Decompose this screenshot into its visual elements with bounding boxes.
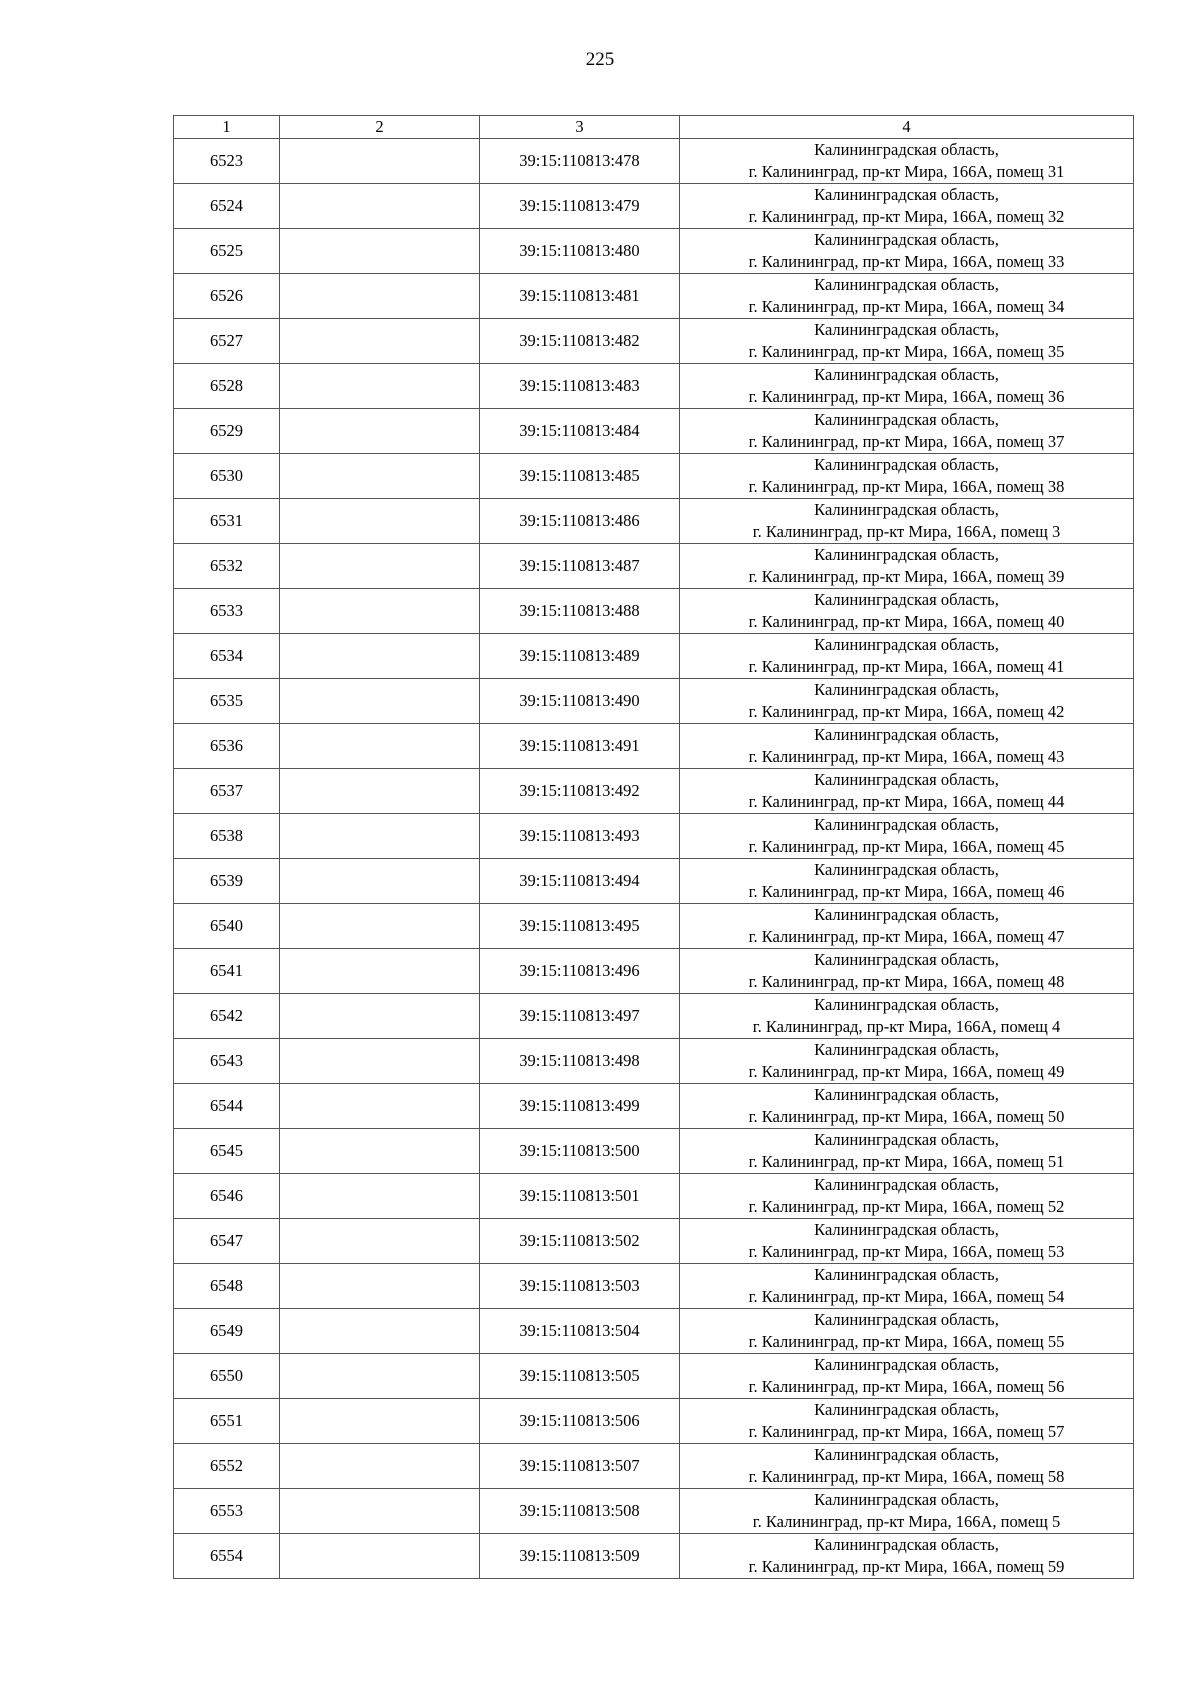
header-col-3: 3 bbox=[480, 116, 680, 139]
address-cell bbox=[680, 274, 1134, 319]
cadastral-number-cell: 39:15:110813:490 bbox=[480, 679, 680, 724]
empty-cell bbox=[280, 1174, 480, 1219]
table-row bbox=[174, 769, 1134, 814]
table-row bbox=[174, 724, 1134, 769]
table-row bbox=[174, 274, 1134, 319]
address-cell bbox=[680, 1264, 1134, 1309]
cadastral-number-cell: 39:15:110813:482 bbox=[480, 319, 680, 364]
address-region: Калининградская область, bbox=[814, 1130, 999, 1149]
row-number-cell: 6534 bbox=[174, 634, 280, 679]
table-row bbox=[174, 184, 1134, 229]
table-body bbox=[174, 139, 1134, 1579]
row-number-cell: 6535 bbox=[174, 679, 280, 724]
cadastral-number-cell: 39:15:110813:489 bbox=[480, 634, 680, 679]
cadastral-number-cell: 39:15:110813:488 bbox=[480, 589, 680, 634]
address-street: г. Калининград, пр-кт Мира, 166А, помещ 48 bbox=[748, 972, 1065, 991]
row-number-cell: 6545 bbox=[174, 1129, 280, 1174]
cadastral-number-cell: 39:15:110813:508 bbox=[480, 1489, 680, 1534]
empty-cell bbox=[280, 904, 480, 949]
empty-cell bbox=[280, 409, 480, 454]
row-number-cell: 6525 bbox=[174, 229, 280, 274]
address-street: г. Калининград, пр-кт Мира, 166А, помещ 53 bbox=[748, 1242, 1065, 1261]
address-region: Калининградская область, bbox=[814, 1175, 999, 1194]
row-number-cell: 6541 bbox=[174, 949, 280, 994]
table-row bbox=[174, 814, 1134, 859]
address-cell bbox=[680, 1039, 1134, 1084]
table-header bbox=[174, 116, 1134, 139]
address-region: Калининградская область, bbox=[814, 995, 999, 1014]
address-region: Калининградская область, bbox=[814, 1535, 999, 1554]
cadastral-number-cell: 39:15:110813:494 bbox=[480, 859, 680, 904]
address-street: г. Калининград, пр-кт Мира, 166А, помещ 5 bbox=[752, 1512, 1061, 1531]
address-street: г. Калининград, пр-кт Мира, 166А, помещ 59 bbox=[748, 1557, 1065, 1576]
empty-cell bbox=[280, 994, 480, 1039]
address-region: Калининградская область, bbox=[814, 590, 999, 609]
address-cell bbox=[680, 499, 1134, 544]
table-row bbox=[174, 1219, 1134, 1264]
empty-cell bbox=[280, 634, 480, 679]
cadastral-number-cell: 39:15:110813:487 bbox=[480, 544, 680, 589]
table-row bbox=[174, 1039, 1134, 1084]
address-cell bbox=[680, 994, 1134, 1039]
address-cell bbox=[680, 544, 1134, 589]
table-row bbox=[174, 499, 1134, 544]
row-number-cell: 6539 bbox=[174, 859, 280, 904]
table-row bbox=[174, 1084, 1134, 1129]
cadastral-number-cell: 39:15:110813:479 bbox=[480, 184, 680, 229]
row-number-cell: 6530 bbox=[174, 454, 280, 499]
table-row bbox=[174, 634, 1134, 679]
table-row bbox=[174, 994, 1134, 1039]
address-street: г. Калининград, пр-кт Мира, 166А, помещ 39 bbox=[748, 567, 1065, 586]
row-number-cell: 6524 bbox=[174, 184, 280, 229]
empty-cell bbox=[280, 1534, 480, 1579]
table-row bbox=[174, 364, 1134, 409]
row-number-cell: 6553 bbox=[174, 1489, 280, 1534]
empty-cell bbox=[280, 679, 480, 724]
address-cell bbox=[680, 1489, 1134, 1534]
cadastral-number-cell: 39:15:110813:500 bbox=[480, 1129, 680, 1174]
address-street: г. Калининград, пр-кт Мира, 166А, помещ 4 bbox=[752, 1017, 1061, 1036]
address-street: г. Калининград, пр-кт Мира, 166А, помещ 41 bbox=[748, 657, 1065, 676]
empty-cell bbox=[280, 499, 480, 544]
cadastral-number-cell: 39:15:110813:478 bbox=[480, 139, 680, 184]
address-street: г. Калининград, пр-кт Мира, 166А, помещ 31 bbox=[748, 162, 1065, 181]
address-region: Калининградская область, bbox=[814, 320, 999, 339]
address-cell bbox=[680, 589, 1134, 634]
row-number-cell: 6532 bbox=[174, 544, 280, 589]
row-number-cell: 6537 bbox=[174, 769, 280, 814]
address-cell bbox=[680, 409, 1134, 454]
empty-cell bbox=[280, 859, 480, 904]
cadastral-number-cell: 39:15:110813:492 bbox=[480, 769, 680, 814]
address-region: Калининградская область, bbox=[814, 635, 999, 654]
property-registry-table bbox=[173, 115, 1134, 1579]
empty-cell bbox=[280, 364, 480, 409]
empty-cell bbox=[280, 814, 480, 859]
row-number-cell: 6547 bbox=[174, 1219, 280, 1264]
address-street: г. Калининград, пр-кт Мира, 166А, помещ 58 bbox=[748, 1467, 1065, 1486]
row-number-cell: 6527 bbox=[174, 319, 280, 364]
address-region: Калининградская область, bbox=[814, 545, 999, 564]
address-street: г. Калининград, пр-кт Мира, 166А, помещ 49 bbox=[748, 1062, 1065, 1081]
address-region: Калининградская область, bbox=[814, 1490, 999, 1509]
row-number-cell: 6538 bbox=[174, 814, 280, 859]
address-cell bbox=[680, 454, 1134, 499]
table-row bbox=[174, 589, 1134, 634]
address-street: г. Калининград, пр-кт Мира, 166А, помещ 42 bbox=[748, 702, 1065, 721]
cadastral-number-cell: 39:15:110813:484 bbox=[480, 409, 680, 454]
header-col-1: 1 bbox=[174, 116, 280, 139]
address-region: Калининградская область, bbox=[814, 185, 999, 204]
row-number-cell: 6554 bbox=[174, 1534, 280, 1579]
cadastral-number-cell: 39:15:110813:493 bbox=[480, 814, 680, 859]
address-cell bbox=[680, 1219, 1134, 1264]
row-number-cell: 6552 bbox=[174, 1444, 280, 1489]
address-region: Калининградская область, bbox=[814, 455, 999, 474]
address-street: г. Калининград, пр-кт Мира, 166А, помещ 46 bbox=[748, 882, 1065, 901]
address-cell bbox=[680, 139, 1134, 184]
address-street: г. Калининград, пр-кт Мира, 166А, помещ 55 bbox=[748, 1332, 1065, 1351]
address-region: Калининградская область, bbox=[814, 1265, 999, 1284]
table-row bbox=[174, 1129, 1134, 1174]
address-region: Калининградская область, bbox=[814, 905, 999, 924]
address-street: г. Калининград, пр-кт Мира, 166А, помещ 37 bbox=[748, 432, 1065, 451]
table-row bbox=[174, 1264, 1134, 1309]
address-cell bbox=[680, 1354, 1134, 1399]
address-region: Калининградская область, bbox=[814, 860, 999, 879]
address-region: Калининградская область, bbox=[814, 1355, 999, 1374]
table-row bbox=[174, 1354, 1134, 1399]
empty-cell bbox=[280, 1264, 480, 1309]
address-region: Калининградская область, bbox=[814, 1220, 999, 1239]
cadastral-number-cell: 39:15:110813:491 bbox=[480, 724, 680, 769]
row-number-cell: 6544 bbox=[174, 1084, 280, 1129]
empty-cell bbox=[280, 274, 480, 319]
empty-cell bbox=[280, 1129, 480, 1174]
address-region: Калининградская область, bbox=[814, 1310, 999, 1329]
address-street: г. Калининград, пр-кт Мира, 166А, помещ 32 bbox=[748, 207, 1065, 226]
address-cell bbox=[680, 1084, 1134, 1129]
table-row bbox=[174, 679, 1134, 724]
address-cell bbox=[680, 1309, 1134, 1354]
empty-cell bbox=[280, 544, 480, 589]
cadastral-number-cell: 39:15:110813:495 bbox=[480, 904, 680, 949]
row-number-cell: 6550 bbox=[174, 1354, 280, 1399]
address-cell bbox=[680, 679, 1134, 724]
empty-cell bbox=[280, 1399, 480, 1444]
cadastral-number-cell: 39:15:110813:497 bbox=[480, 994, 680, 1039]
empty-cell bbox=[280, 1354, 480, 1399]
address-street: г. Калининград, пр-кт Мира, 166А, помещ 34 bbox=[748, 297, 1065, 316]
address-region: Калининградская область, bbox=[814, 1445, 999, 1464]
address-region: Калининградская область, bbox=[814, 815, 999, 834]
row-number-cell: 6529 bbox=[174, 409, 280, 454]
address-cell bbox=[680, 814, 1134, 859]
table-row bbox=[174, 1444, 1134, 1489]
address-street: г. Калининград, пр-кт Мира, 166А, помещ 44 bbox=[748, 792, 1065, 811]
address-region: Калининградская область, bbox=[814, 1085, 999, 1104]
address-cell bbox=[680, 1399, 1134, 1444]
row-number-cell: 6549 bbox=[174, 1309, 280, 1354]
row-number-cell: 6528 bbox=[174, 364, 280, 409]
row-number-cell: 6548 bbox=[174, 1264, 280, 1309]
empty-cell bbox=[280, 454, 480, 499]
empty-cell bbox=[280, 229, 480, 274]
address-street: г. Калининград, пр-кт Мира, 166А, помещ 54 bbox=[748, 1287, 1065, 1306]
empty-cell bbox=[280, 724, 480, 769]
row-number-cell: 6533 bbox=[174, 589, 280, 634]
empty-cell bbox=[280, 184, 480, 229]
address-cell bbox=[680, 229, 1134, 274]
address-cell bbox=[680, 769, 1134, 814]
cadastral-number-cell: 39:15:110813:506 bbox=[480, 1399, 680, 1444]
address-cell bbox=[680, 1129, 1134, 1174]
address-cell bbox=[680, 634, 1134, 679]
empty-cell bbox=[280, 1489, 480, 1534]
table-row bbox=[174, 139, 1134, 184]
address-street: г. Калининград, пр-кт Мира, 166А, помещ 47 bbox=[748, 927, 1065, 946]
cadastral-number-cell: 39:15:110813:502 bbox=[480, 1219, 680, 1264]
row-number-cell: 6536 bbox=[174, 724, 280, 769]
address-street: г. Калининград, пр-кт Мира, 166А, помещ 35 bbox=[748, 342, 1065, 361]
address-region: Калининградская область, bbox=[814, 275, 999, 294]
address-region: Калининградская область, bbox=[814, 230, 999, 249]
address-cell bbox=[680, 724, 1134, 769]
address-region: Калининградская область, bbox=[814, 950, 999, 969]
empty-cell bbox=[280, 1084, 480, 1129]
empty-cell bbox=[280, 1444, 480, 1489]
address-cell bbox=[680, 1534, 1134, 1579]
empty-cell bbox=[280, 1219, 480, 1264]
page-number: 225 bbox=[585, 49, 615, 70]
address-cell bbox=[680, 364, 1134, 409]
address-region: Калининградская область, bbox=[814, 410, 999, 429]
row-number-cell: 6551 bbox=[174, 1399, 280, 1444]
cadastral-number-cell: 39:15:110813:505 bbox=[480, 1354, 680, 1399]
row-number-cell: 6526 bbox=[174, 274, 280, 319]
row-number-cell: 6543 bbox=[174, 1039, 280, 1084]
address-region: Калининградская область, bbox=[814, 1400, 999, 1419]
address-cell bbox=[680, 859, 1134, 904]
empty-cell bbox=[280, 769, 480, 814]
address-cell bbox=[680, 1444, 1134, 1489]
table-row bbox=[174, 409, 1134, 454]
row-number-cell: 6546 bbox=[174, 1174, 280, 1219]
address-street: г. Калининград, пр-кт Мира, 166А, помещ 45 bbox=[748, 837, 1065, 856]
address-street: г. Калининград, пр-кт Мира, 166А, помещ 51 bbox=[748, 1152, 1065, 1171]
row-number-cell: 6540 bbox=[174, 904, 280, 949]
cadastral-number-cell: 39:15:110813:509 bbox=[480, 1534, 680, 1579]
table-row bbox=[174, 229, 1134, 274]
address-street: г. Калининград, пр-кт Мира, 166А, помещ 56 bbox=[748, 1377, 1065, 1396]
cadastral-number-cell: 39:15:110813:499 bbox=[480, 1084, 680, 1129]
cadastral-number-cell: 39:15:110813:481 bbox=[480, 274, 680, 319]
table-row bbox=[174, 949, 1134, 994]
address-street: г. Калининград, пр-кт Мира, 166А, помещ 50 bbox=[748, 1107, 1065, 1126]
table-row bbox=[174, 454, 1134, 499]
address-street: г. Калининград, пр-кт Мира, 166А, помещ 33 bbox=[748, 252, 1065, 271]
cadastral-number-cell: 39:15:110813:480 bbox=[480, 229, 680, 274]
address-cell bbox=[680, 904, 1134, 949]
address-region: Калининградская область, bbox=[814, 680, 999, 699]
address-region: Калининградская область, bbox=[814, 1040, 999, 1059]
empty-cell bbox=[280, 139, 480, 184]
row-number-cell: 6523 bbox=[174, 139, 280, 184]
address-cell bbox=[680, 1174, 1134, 1219]
table-row bbox=[174, 859, 1134, 904]
address-region: Калининградская область, bbox=[814, 770, 999, 789]
address-street: г. Калининград, пр-кт Мира, 166А, помещ 38 bbox=[748, 477, 1065, 496]
address-street: г. Калининград, пр-кт Мира, 166А, помещ 36 bbox=[748, 387, 1065, 406]
header-col-2: 2 bbox=[280, 116, 480, 139]
header-col-4: 4 bbox=[680, 116, 1134, 139]
table-row bbox=[174, 319, 1134, 364]
address-street: г. Калининград, пр-кт Мира, 166А, помещ 40 bbox=[748, 612, 1065, 631]
table-row bbox=[174, 1309, 1134, 1354]
table-row bbox=[174, 904, 1134, 949]
table-row bbox=[174, 1489, 1134, 1534]
address-street: г. Калининград, пр-кт Мира, 166А, помещ 43 bbox=[748, 747, 1065, 766]
cadastral-number-cell: 39:15:110813:504 bbox=[480, 1309, 680, 1354]
cadastral-number-cell: 39:15:110813:486 bbox=[480, 499, 680, 544]
cadastral-number-cell: 39:15:110813:483 bbox=[480, 364, 680, 409]
table-row bbox=[174, 1174, 1134, 1219]
empty-cell bbox=[280, 1309, 480, 1354]
address-street: г. Калининград, пр-кт Мира, 166А, помещ 52 bbox=[748, 1197, 1065, 1216]
address-cell bbox=[680, 949, 1134, 994]
cadastral-number-cell: 39:15:110813:496 bbox=[480, 949, 680, 994]
cadastral-number-cell: 39:15:110813:503 bbox=[480, 1264, 680, 1309]
table-row bbox=[174, 1399, 1134, 1444]
address-region: Калининградская область, bbox=[814, 500, 999, 519]
table-row bbox=[174, 1534, 1134, 1579]
empty-cell bbox=[280, 589, 480, 634]
table-row bbox=[174, 544, 1134, 589]
header-row bbox=[174, 116, 1134, 139]
cadastral-number-cell: 39:15:110813:501 bbox=[480, 1174, 680, 1219]
empty-cell bbox=[280, 1039, 480, 1084]
address-cell bbox=[680, 319, 1134, 364]
address-region: Калининградская область, bbox=[814, 725, 999, 744]
address-street: г. Калининград, пр-кт Мира, 166А, помещ 57 bbox=[748, 1422, 1065, 1441]
cadastral-number-cell: 39:15:110813:498 bbox=[480, 1039, 680, 1084]
address-region: Калининградская область, bbox=[814, 140, 999, 159]
row-number-cell: 6531 bbox=[174, 499, 280, 544]
empty-cell bbox=[280, 949, 480, 994]
empty-cell bbox=[280, 319, 480, 364]
address-cell bbox=[680, 184, 1134, 229]
address-region: Калининградская область, bbox=[814, 365, 999, 384]
row-number-cell: 6542 bbox=[174, 994, 280, 1039]
cadastral-number-cell: 39:15:110813:485 bbox=[480, 454, 680, 499]
address-street: г. Калининград, пр-кт Мира, 166А, помещ 3 bbox=[752, 522, 1061, 541]
cadastral-number-cell: 39:15:110813:507 bbox=[480, 1444, 680, 1489]
